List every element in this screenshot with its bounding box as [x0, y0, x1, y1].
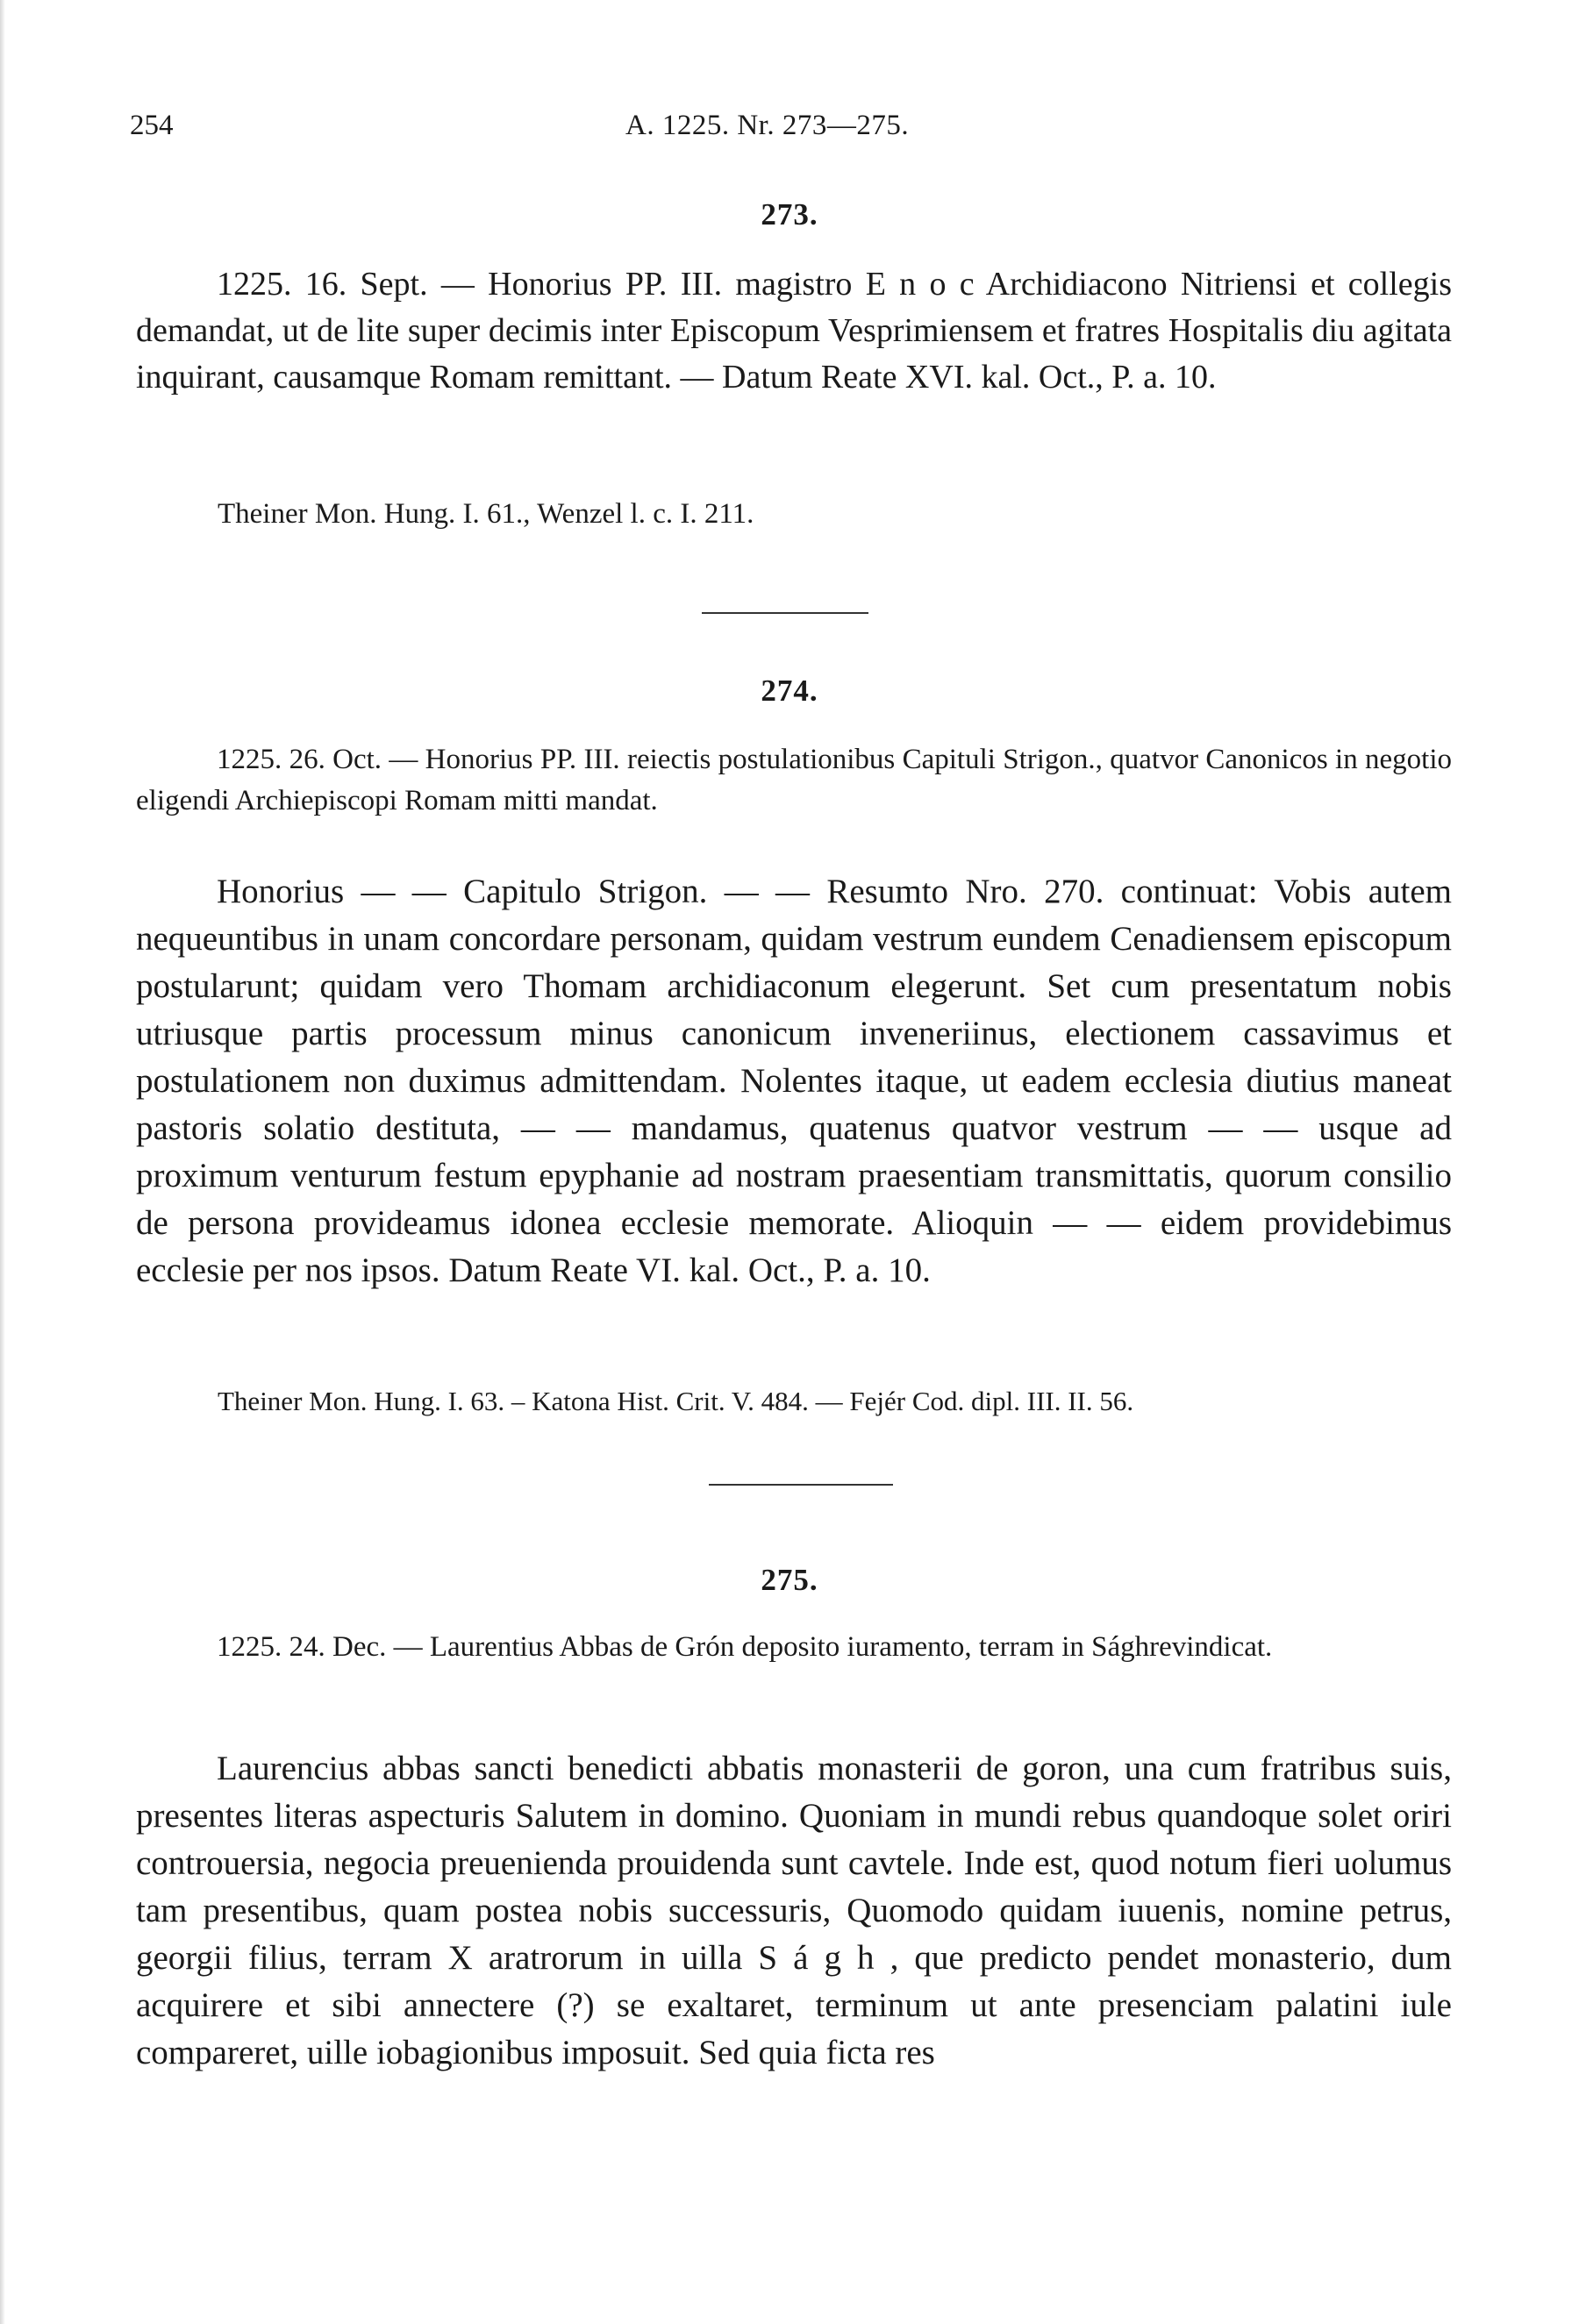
- page-edge-shadow: [0, 0, 5, 2324]
- page-header: [130, 110, 1454, 153]
- entry-273-source: Theiner Mon. Hung. I. 61., Wenzel l. c. I. 211.: [218, 498, 754, 530]
- entry-number-273: 273.: [761, 197, 818, 232]
- entry-274-text: Honorius — — Capitulo Strigon. — — Resumto Nro. 270. continuat: Vobis autem nequeuntibus in unam concordare personam, quidam vestrum eundem Cenadiensem episcopum postularunt; quidam vero Thomam archidiaconum elegerunt. Set cum presentatum nobis utriusque partis processum minus canonicum inveneriinus, electionem cassavimus et postulationem non duximus admittendam. Nolentes itaque, ut eadem ecclesia diutius maneat pastoris solatio destituta, — — mandamus, quatenus quatvor vestrum — — usque ad proximum venturum festum epyphanie ad nostram praesentiam transmittatis, quorum consilio de persona provideamus idonea ecclesie memorate. Alioquin — — eidem providebimus ecclesie per nos ipsos. Datum Reate VI. kal. Oct., P. a. 10.: [136, 873, 1452, 1289]
- entry-274-regest: 1225. 26. Oct. — Honorius PP. III. reiectis postulationibus Capituli Strigon., quatvor Canonicos in negotio eligendi Archiepiscopi Romam mitti mandat.: [136, 744, 1452, 816]
- entry-273-regest: 1225. 16. Sept. — Honorius PP. III. magistro E n o c Archidiacono Nitriensi et collegis demandat, ut de lite super decimis inter Episcopum Vesprimiensem et fratres Hospitalis diu agitata inquirant, causamque Romam remittant. — Datum Reate XVI. kal. Oct., P. a. 10.: [136, 266, 1452, 396]
- running-head: A. 1225. Nr. 273—275.: [625, 110, 910, 141]
- entry-number-275: 275.: [761, 1563, 818, 1597]
- section-separator: [709, 1484, 893, 1486]
- entry-275-text: Laurencius abbas sancti benedicti abbatis monasterii de goron, una cum fratribus suis, presentes literas aspecturis Salutem in domino. Quoniam in mundi rebus quandoque solet oriri controuersia, negocia preuenienda prouidenda sunt cavtele. Inde est, quod notum fieri uolumus tam presentibus, quam postea nobis successuris, Quomodo quidam iuuenis, nomine petrus, georgii filius, terram X aratrorum in uilla S á g h , que predicto pendet monasterio, dum acquirere et sibi annectere (?) se exaltaret, terminum ut ante presenciam palatini iule compareret, uille iobagionibus imposuit. Sed quia ficta res: [136, 1750, 1452, 2071]
- entry-274-source: Theiner Mon. Hung. I. 63. – Katona Hist. Crit. V. 484. — Fejér Cod. dipl. III. II. 56.: [218, 1386, 1134, 1416]
- section-separator: [702, 612, 868, 614]
- entry-275-regest: 1225. 24. Dec. — Laurentius Abbas de Grón deposito iuramento, terram in Sághrevindicat.: [217, 1631, 1273, 1663]
- entry-number-274: 274.: [761, 674, 818, 708]
- page-number: 254: [130, 110, 174, 141]
